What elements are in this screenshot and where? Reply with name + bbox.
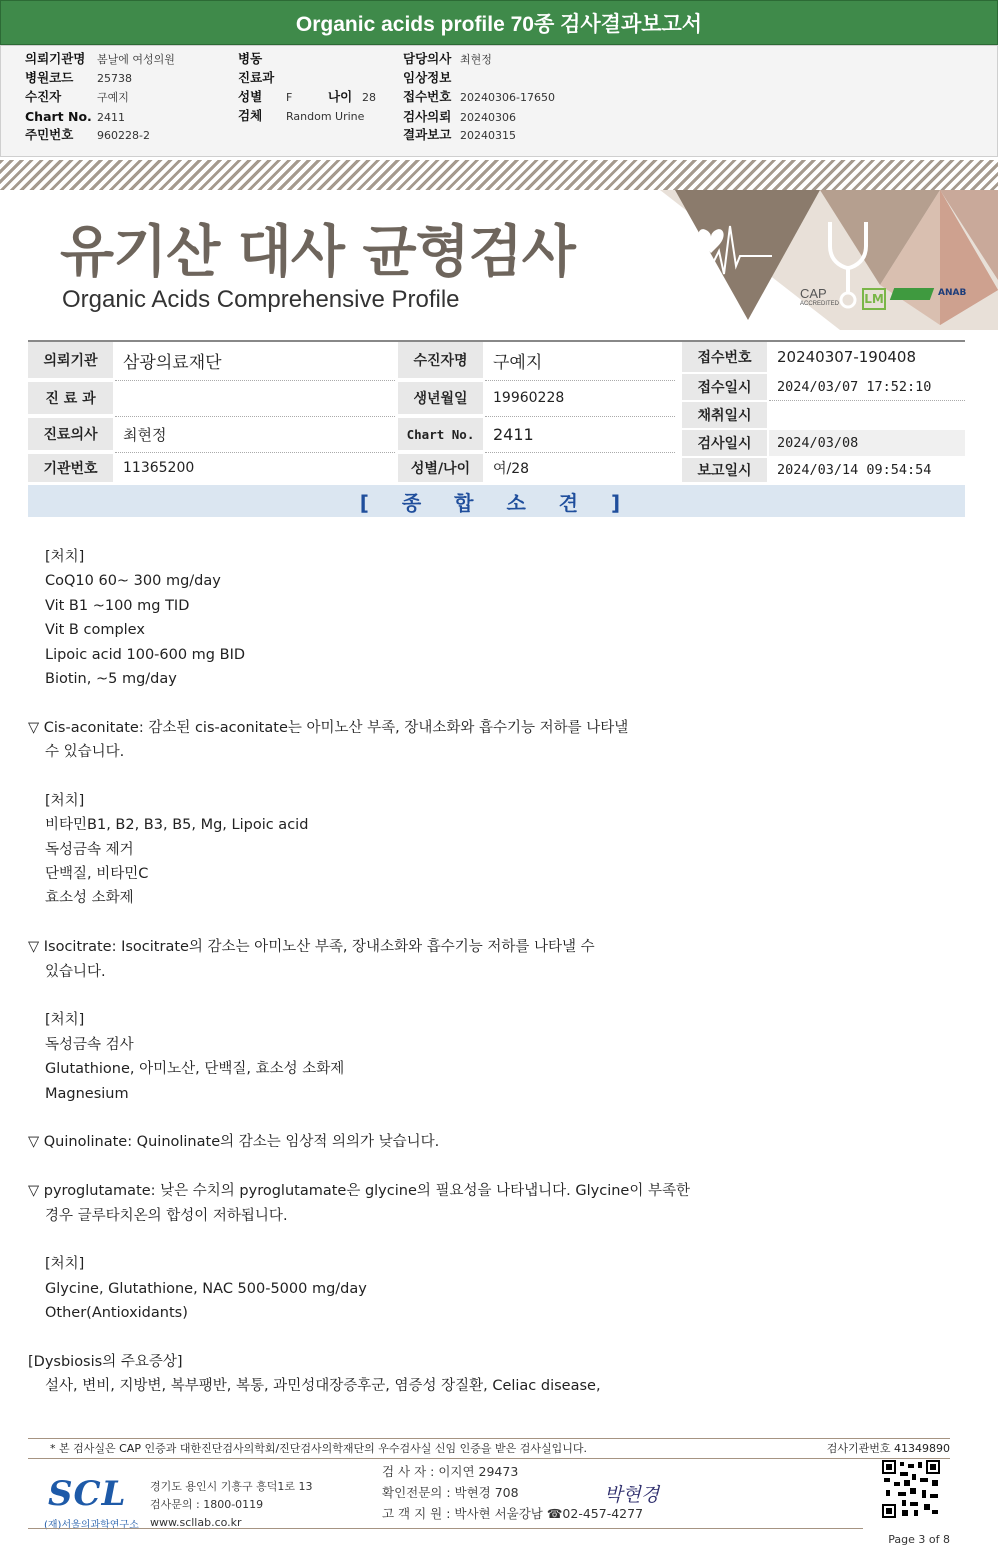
staff-specialist: 확인전문의 : 박현경 708 [382,1485,519,1500]
top-info-row [403,126,516,144]
top-info-value: 20240306 [460,111,516,124]
summary-line [28,984,968,1008]
label-birthdate: 생년월일 [398,382,483,414]
footer-rule-mid [28,1458,950,1459]
summary-line: [Dysbiosis의 주요증상] [28,1353,183,1370]
footer-rule-bottom [28,1528,863,1529]
top-info-row [403,50,492,68]
summary-line: 수 있습니다. [45,744,125,761]
top-info-row [25,108,125,126]
top-info-label: 검체 [238,108,263,123]
summary-line: 단백질, 비타민C [45,866,149,883]
top-info-row [238,50,286,68]
summary-line: Biotin, ~5 mg/day [45,670,177,687]
summary-line: ▽ Isocitrate: Isocitrate의 감소는 아미노산 부족, 장내소화와 흡수기능 저하를 나타낼 수 [28,939,595,956]
value-receipt-date: 2024/03/07 17:52:10 [777,379,932,395]
top-info-row [238,107,364,125]
table-divider [485,380,675,381]
scl-logo: SCL [48,1474,127,1514]
label-sex-age: 성별/나이 [398,454,483,482]
table-divider [115,380,395,381]
summary-line: 독성금속 제거 [45,841,134,858]
label-receipt-no: 접수번호 [682,342,767,372]
value-doctor: 최현정 [123,425,167,444]
anab-logo: ANAB [938,288,967,298]
summary-line: 설사, 변비, 지방변, 복부팽반, 복통, 과민성대장증후군, 염증성 장질환, Celiac disease, [45,1378,601,1395]
summary-line: Magnesium [45,1085,129,1102]
report-footer [28,1438,950,1558]
banner-title-english: Organic Acids Comprehensive Profile [62,286,460,313]
table-divider [485,452,675,453]
summary-line [28,1155,968,1179]
value-birthdate: 19960228 [493,390,565,406]
banner-title-korean: 유기산 대사 균형검사 [60,220,575,285]
top-info-label: Chart No. [25,109,92,124]
footer-certification-note: * 본 검사실은 CAP 인증과 대한진단검사의학회/진단검사의학재단의 우수검사실 신임 인증을 받은 검사실입니다. [50,1442,588,1455]
value-chart-no: 2411 [493,424,534,444]
summary-line: 비타민B1, B2, B3, B5, Mg, Lipoic acid [45,817,309,834]
top-info-row [403,88,555,106]
value-report-date: 2024/03/14 09:54:54 [777,462,932,478]
summary-line: ▽ Cis-aconitate: 감소된 cis-aconitate는 아미노산 부족, 장내소화와 흡수기능 저하를 나타낼 [28,719,629,736]
report-title: Organic acids profile 70종 검사결과보고서 [295,12,703,36]
lab-address: 경기도 용인시 기흥구 흥덕1로 13 [150,1480,313,1493]
top-info-label: 담당의사 [403,51,452,66]
top-info-value: 봄날에 여성의원 [97,53,175,66]
cap-logo-text: CAP [800,286,827,301]
cap-logo-subtext: ACCREDITED [800,301,840,307]
summary-line: 효소성 소화제 [45,890,134,907]
label-patient-name: 수진자명 [398,342,483,378]
signature: 박현경 [604,1484,660,1506]
heart-pulse-icon [684,216,774,276]
value-receipt-no: 20240307-190408 [777,348,917,366]
top-info-row [25,126,150,144]
patient-info-table [28,340,965,480]
top-info-label: 접수번호 [403,89,452,104]
top-info-row [238,88,292,106]
top-info-row [25,88,129,106]
value-institution: 삼광의료재단 [123,352,222,373]
summary-line: Glutathione, 아미노산, 단백질, 효소성 소화제 [45,1061,345,1078]
top-info-value: 구예지 [97,91,129,104]
summary-header: [ 종 합 소 견 ] [28,485,965,517]
summary-line: 있습니다. [45,963,106,980]
summary-line: [처치] [45,792,85,809]
top-info-label: 나이 [328,89,353,104]
summary-line: Vit B1 ~100 mg TID [45,597,190,614]
top-info-value: 2411 [97,111,125,124]
top-info-value: 최현정 [460,53,492,66]
top-info-row [403,108,516,126]
top-info-row [25,50,175,68]
summary-line: Other(Antioxidants) [45,1305,188,1322]
label-institution-no: 기관번호 [28,454,113,482]
top-info-value: F [286,91,293,104]
footer-lab-code: 검사기관번호 41349890 [826,1442,950,1455]
top-info-value: Random Urine [286,110,365,123]
summary-line: Lipoic acid 100-600 mg BID [45,646,246,663]
top-info-label: 주민번호 [25,127,74,142]
lab-website[interactable]: www.scllab.co.kr [150,1516,242,1529]
label-receipt-date: 접수일시 [682,374,767,400]
top-info-value: 20240306-17650 [460,91,555,104]
top-info-value: 20240315 [460,129,516,142]
lab-inquiry: 검사문의 : 1800-0119 [150,1498,264,1511]
value-department [115,382,395,414]
top-info-row [25,69,132,87]
kola-logo-icon [890,288,934,300]
value-institution-no: 11365200 [123,460,195,476]
staff-examiner: 검 사 자 : 이지연 29473 [382,1464,519,1479]
staff-support: 고 객 지 원 : 박사현 서울강남 ☎02-457-4277 [382,1506,644,1521]
value-patient-name: 구예지 [493,352,543,373]
summary-line: 독성금속 검사 [45,1036,134,1053]
report-banner [0,160,998,330]
top-info-label: 수진자 [25,89,62,104]
summary-line [28,911,968,935]
top-info-value: 960228-2 [97,129,150,142]
summary-line [28,765,968,789]
summary-body [28,545,968,1399]
label-department: 진 료 과 [28,382,113,414]
top-info-label: 검사의뢰 [403,109,452,124]
top-info-row [238,69,286,87]
table-divider [769,400,965,401]
summary-line [28,1106,968,1130]
summary-line: [처치] [45,1256,85,1273]
summary-line [28,1326,968,1350]
qr-code-icon[interactable] [882,1460,940,1518]
summary-line: [처치] [45,549,85,565]
top-info-label: 의뢰기관명 [25,51,86,66]
top-info-label: 병원코드 [25,70,74,85]
summary-line: Vit B complex [45,622,145,639]
label-institution: 의뢰기관 [28,342,113,378]
label-test-date: 검사일시 [682,430,767,456]
table-divider [115,452,395,453]
label-collect-date: 채취일시 [682,402,767,428]
summary-line: ▽ Quinolinate: Quinolinate의 감소는 임상적 의의가 낮습니다. [28,1134,440,1151]
table-divider [115,416,395,417]
top-info-panel [0,45,998,157]
page-number: Page 3 of 8 [888,1533,950,1546]
top-info-label: 병동 [238,51,263,66]
top-info-row [328,88,376,106]
summary-line: ▽ pyroglutamate: 낮은 수치의 pyroglutamate은 glycine의 필요성을 나타냅니다. Glycine이 부족한 [28,1183,690,1200]
summary-line [28,1228,968,1252]
value-test-date: 2024/03/08 [769,430,965,456]
top-info-value: 25738 [97,72,132,85]
summary-line: 경우 글루타치온의 합성이 저하됩니다. [45,1207,288,1224]
report-title-bar [0,0,998,45]
label-report-date: 보고일시 [682,458,767,482]
top-info-row [403,69,460,87]
footer-rule-top [28,1438,950,1439]
value-sex-age: 여/28 [493,461,530,477]
lab-contact [150,1478,313,1532]
top-info-label: 임상정보 [403,70,452,85]
top-info-label: 성별 [238,89,263,104]
scl-logo-subtitle: (재)서울의과학연구소 [44,1520,139,1531]
summary-line: Glycine, Glutathione, NAC 500-5000 mg/day [45,1280,367,1297]
lm-logo-icon: LM [862,288,886,310]
label-doctor: 진료의사 [28,418,113,450]
summary-line: [처치] [45,1012,85,1029]
top-info-label: 진료과 [238,70,275,85]
label-chart-no: Chart No. [398,418,483,450]
cap-logo [800,286,839,307]
top-info-label: 결과보고 [403,127,452,142]
summary-line [28,691,968,715]
value-collect-date [769,402,965,428]
summary-line: CoQ10 60~ 300 mg/day [45,573,221,590]
table-divider [485,416,675,417]
top-info-value: 28 [362,91,376,104]
